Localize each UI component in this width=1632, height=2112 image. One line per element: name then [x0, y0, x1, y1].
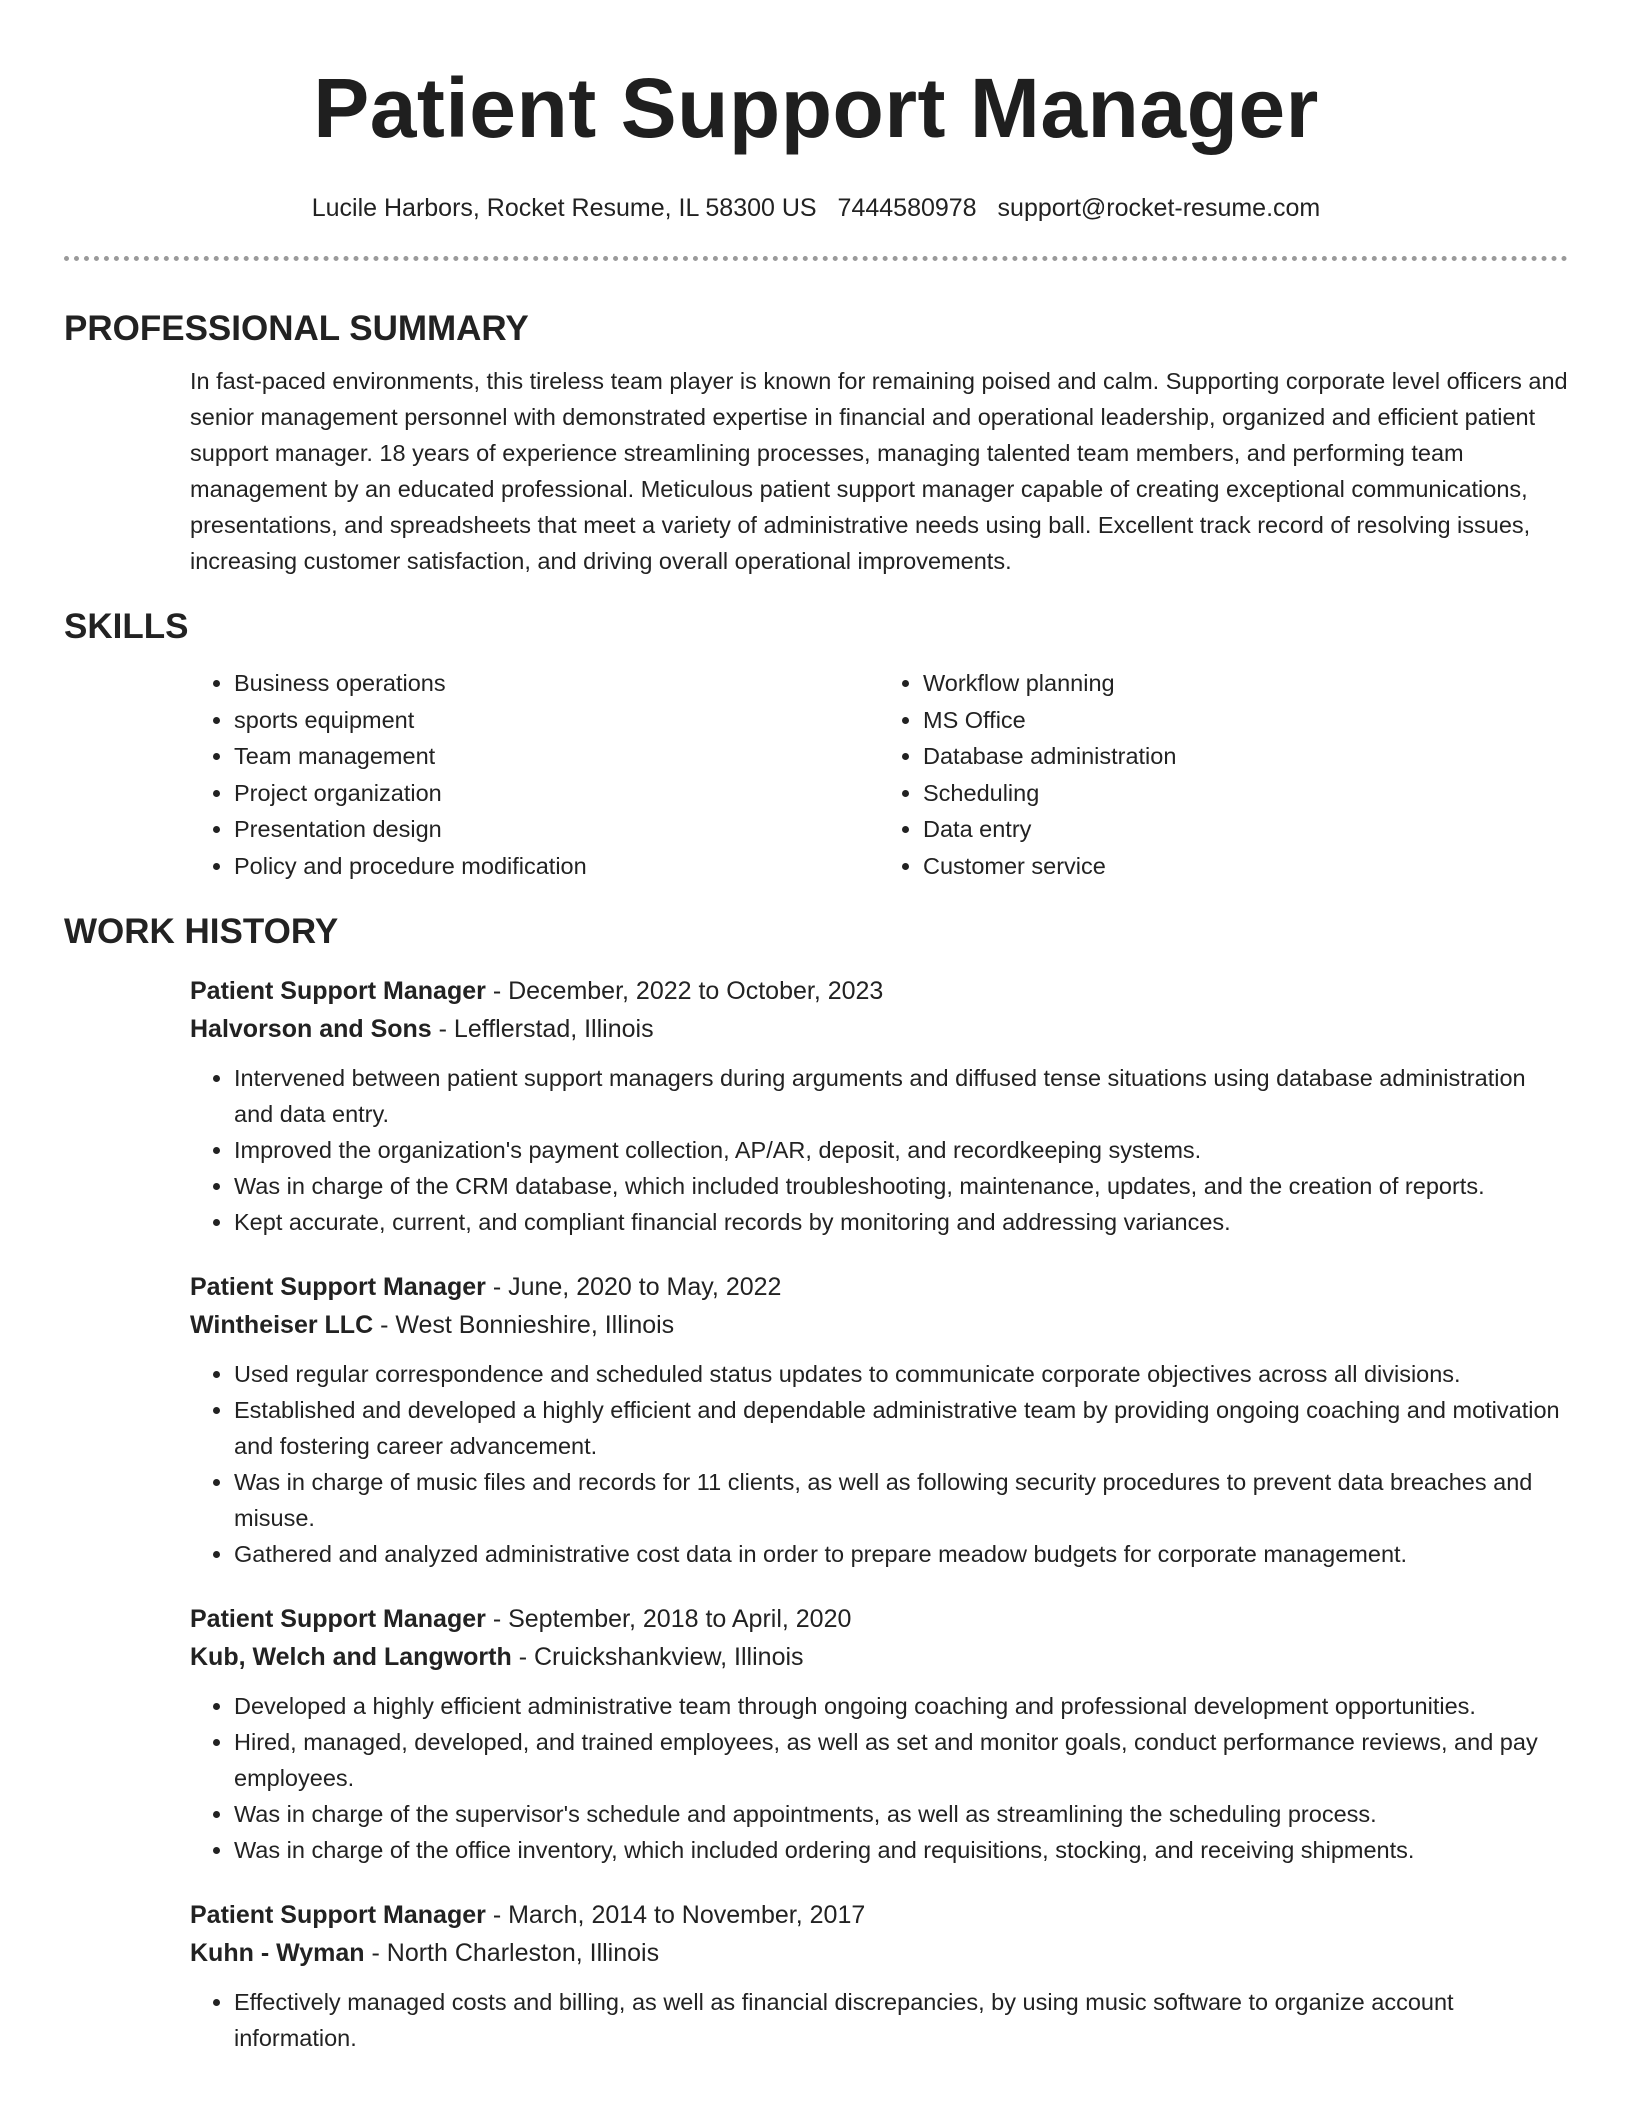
skills-column-left — [190, 665, 879, 884]
job-title-line — [190, 1896, 1568, 1934]
job-title-line — [190, 1600, 1568, 1638]
job-bullet: • Developed a highly efficient administrative team through ongoing coaching and professional development opportunities. — [234, 1688, 1568, 1724]
job-company: Wintheiser LLC — [190, 1311, 374, 1339]
job-company: Kuhn - Wyman — [190, 1939, 365, 1967]
job-dates: - December, 2022 to October, 2023 — [485, 977, 884, 1005]
skill-item: • Workflow planning — [923, 665, 1568, 702]
job-entry — [190, 1600, 1568, 1868]
job-dates: - September, 2018 to April, 2020 — [485, 1605, 852, 1633]
job-bullet: • Gathered and analyzed administrative cost data in order to prepare meadow budgets for corporate management. — [234, 1536, 1568, 1572]
job-bullet: • Effectively managed costs and billing, as well as financial discrepancies, by using music software to organize account information. — [234, 1984, 1568, 2056]
skill-item: • MS Office — [923, 702, 1568, 739]
job-bullet: • Intervened between patient support managers during arguments and diffused tense situations using database administration and data entry. — [234, 1060, 1568, 1132]
job-company-line — [190, 1638, 1568, 1676]
job-company: Kub, Welch and Langworth — [190, 1643, 512, 1671]
job-entry — [190, 1896, 1568, 2056]
job-bullet: • Hired, managed, developed, and trained employees, as well as set and monitor goals, conduct performance reviews, and pay employees. — [234, 1724, 1568, 1796]
job-entry — [190, 972, 1568, 1240]
work-heading: WORK HISTORY — [64, 912, 339, 951]
resume-page — [64, 0, 1568, 2056]
job-bullet: • Was in charge of the CRM database, which included troubleshooting, maintenance, updates, and the creation of reports. — [234, 1168, 1568, 1204]
job-title: Patient Support Manager — [190, 1273, 486, 1301]
job-bullet: • Was in charge of music files and records for 11 clients, as well as following security procedures to prevent data breaches and misuse. — [234, 1464, 1568, 1536]
contact-phone: 7444580978 — [837, 194, 977, 222]
contact-email: support@rocket-resume.com — [997, 194, 1321, 222]
skill-item: • Presentation design — [234, 811, 879, 848]
job-bullets — [190, 1356, 1568, 1572]
skills-list — [190, 665, 1568, 884]
job-bullet: • Improved the organization's payment collection, AP/AR, deposit, and recordkeeping systems. — [234, 1132, 1568, 1168]
skill-item: • Policy and procedure modification — [234, 848, 879, 885]
summary-heading: PROFESSIONAL SUMMARY — [64, 309, 529, 348]
job-title-line — [190, 972, 1568, 1010]
job-location: - Cruickshankview, Illinois — [511, 1643, 804, 1671]
job-location: - West Bonnieshire, Illinois — [373, 1311, 675, 1339]
job-bullets — [190, 1984, 1568, 2056]
header-divider — [64, 256, 1568, 261]
job-company-line — [190, 1010, 1568, 1048]
skill-item: • Business operations — [234, 665, 879, 702]
job-bullet: • Used regular correspondence and scheduled status updates to communicate corporate objectives across all divisions. — [234, 1356, 1568, 1392]
skill-item: • Scheduling — [923, 775, 1568, 812]
skill-item: • Database administration — [923, 738, 1568, 775]
skill-item: • Team management — [234, 738, 879, 775]
job-company: Halvorson and Sons — [190, 1015, 432, 1043]
skill-item: • Data entry — [923, 811, 1568, 848]
job-bullets — [190, 1060, 1568, 1240]
job-title: Patient Support Manager — [190, 1605, 486, 1633]
job-dates: - June, 2020 to May, 2022 — [485, 1273, 782, 1301]
skill-item: • Customer service — [923, 848, 1568, 885]
job-company-line — [190, 1934, 1568, 1972]
job-dates: - March, 2014 to November, 2017 — [485, 1901, 866, 1929]
skills-heading: SKILLS — [64, 607, 189, 646]
job-bullet: • Established and developed a highly efficient and dependable administrative team by providing ongoing coaching and motivation and fostering career advancement. — [234, 1392, 1568, 1464]
contact-line — [64, 192, 1568, 224]
job-entry — [190, 1268, 1568, 1572]
page-title: Patient Support Manager — [313, 61, 1319, 155]
job-title: Patient Support Manager — [190, 977, 486, 1005]
job-bullets — [190, 1688, 1568, 1868]
job-bullet: • Kept accurate, current, and compliant financial records by monitoring and addressing variances. — [234, 1204, 1568, 1240]
job-title-line — [190, 1268, 1568, 1306]
job-location: - Lefflerstad, Illinois — [431, 1015, 654, 1043]
summary-text: In fast-paced environments, this tireless team player is known for remaining poised and calm. Supporting corporate level officers and senior management personnel with demonstrated expertise in financial and operational leadership, organized and efficient patient support manager. 18 years of experience streamlining processes, managing talented team members, and performing team management by an educated professional. Meticulous patient support manager capable of creating exceptional communications, presentations, and spreadsheets that meet a variety of administrative needs using ball. Excellent track record of resolving issues, increasing customer satisfaction, and driving overall operational improvements. — [190, 368, 1568, 574]
contact-address: Lucile Harbors, Rocket Resume, IL 58300 US — [311, 194, 817, 222]
job-bullet: • Was in charge of the supervisor's schedule and appointments, as well as streamlining the scheduling process. — [234, 1796, 1568, 1832]
skill-item: • Project organization — [234, 775, 879, 812]
skill-item: • sports equipment — [234, 702, 879, 739]
job-company-line — [190, 1306, 1568, 1344]
job-location: - North Charleston, Illinois — [364, 1939, 660, 1967]
job-bullet: • Was in charge of the office inventory, which included ordering and requisitions, stocking, and receiving shipments. — [234, 1832, 1568, 1868]
job-title: Patient Support Manager — [190, 1901, 486, 1929]
skills-column-right — [879, 665, 1568, 884]
